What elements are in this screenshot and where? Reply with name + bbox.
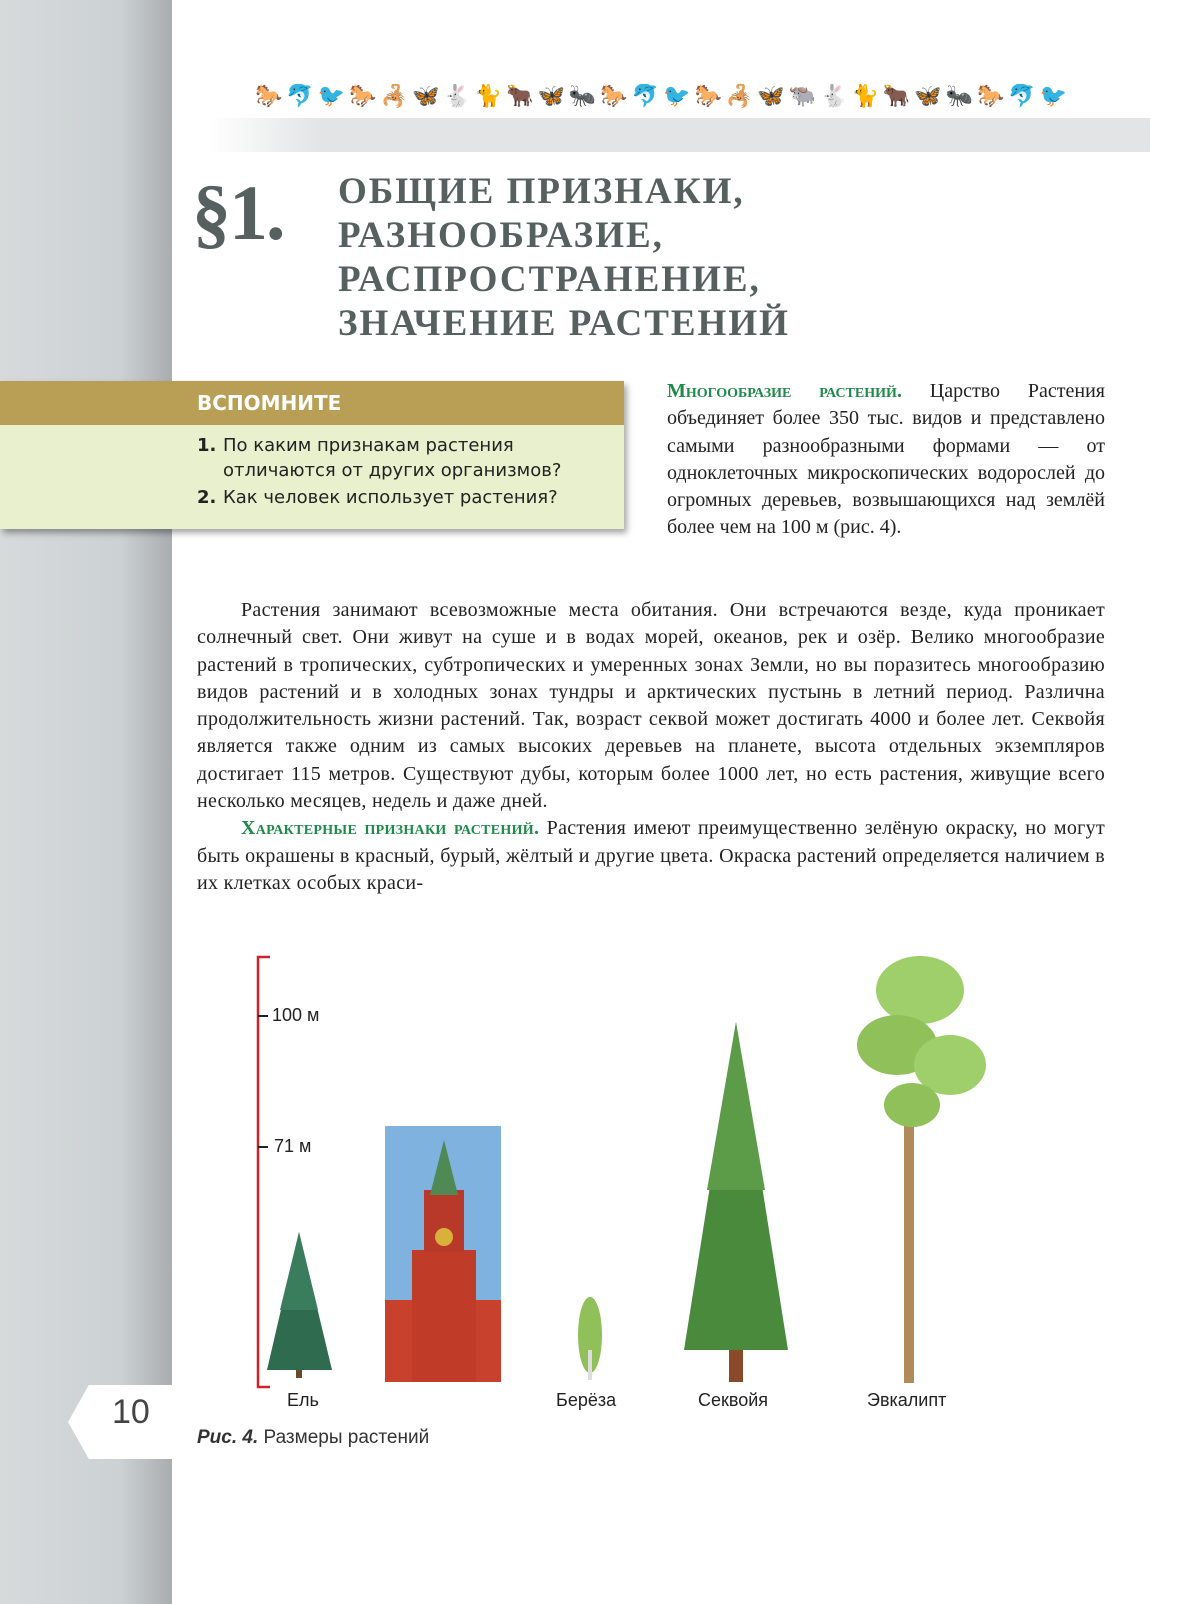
paragraph-text: Царство Растения объединяет более 350 тыс. видов и представлено самыми разнообразными формами — от одноклеточных микроскопических водорослей до огромных деревьев, возвышающихся над землёй более чем на 100 м (рис. 4). [667,380,1105,539]
question-number: 1. [197,435,217,456]
main-text [197,597,1105,897]
label-spruce: Ель [287,1390,319,1410]
eucalyptus-illustration [857,956,986,1383]
title-line: РАЗНООБРАЗИЕ, [338,215,664,256]
section-number: §1. [192,169,284,256]
paragraph-habitats: Растения занимают всевозможные места обитания. Они встречаются везде, куда проникает солнечный свет. Они живут на суше и в водах морей, океанов, рек и озёр. Велико многообразие растений в тропических, субтропических и умеренных зонах Земли, но вы поразитесь многообразию видов растений и в холодных зонах тундры и арктических пустынь в летний период. Различна продолжительность жизни растений. Так, возраст секвой может достигать 4000 и более лет. Секвойя является также одним из самых высоких деревьев на планете, высота отдельных экземпляров достигает 115 метров. Существуют дубы, которым более 1000 лет, но есть растения, живущие всего несколько месяцев, недель и даже дней. [197,599,1105,813]
page-number: 10 [112,1393,150,1431]
label-sequoia: Секвойя [698,1390,769,1410]
spruce-illustration [267,1232,332,1378]
paragraph-text: Растения имеют преимущественно зелёную окраску, но могут быть окрашены в красный, бурый, жёлтый и другие цвета. Окраска растений определяется наличием в их клетках особых краси- [197,817,1106,894]
label-birch: Берёза [556,1390,617,1410]
scale-label-100: 100 м [272,1005,320,1025]
header-band [210,118,1150,152]
paragraph-features [197,815,1105,897]
figure-illustration [172,950,1200,1470]
section-title [338,170,790,346]
question-number: 2. [197,487,217,508]
title-line: ОБЩИЕ ПРИЗНАКИ, [338,171,745,212]
paragraph-heading: Характерные признаки растений. [241,817,540,840]
question-item [197,485,604,510]
remind-box [0,381,624,529]
height-scale [258,957,270,1387]
label-eucalyptus: Эвкалипт [867,1390,947,1410]
spasskaya-tower-photo [385,1126,501,1382]
remind-questions [0,425,624,529]
caption-number: Рис. 4. [197,1427,259,1448]
title-line: РАСПРОСТРАНЕНИЕ, [338,259,761,300]
figure-plant-sizes [172,950,1200,1470]
question-item [197,433,604,483]
animal-silhouettes-decoration: 🐎🐬🐦🐎🦂🦋🐇🐈🐂🦋🐜🐎🐬🐦🐎🦂🦋🐃🐇🐈🐂🦋🐜🐎🐬🐦 [255,84,1072,109]
birch-illustration [578,1297,602,1380]
remind-heading: ВСПОМНИТЕ [0,381,624,425]
paragraph-diversity [667,378,1105,542]
question-text: Как человек использует растения? [223,487,558,508]
paragraph-heading: Многообразие растений. [667,380,902,402]
question-text: По каким признакам растения отличаются от других организмов? [223,435,562,481]
caption-text: Размеры растений [258,1427,430,1448]
figure-caption [197,1427,429,1449]
scale-label-71: 71 м [274,1136,312,1156]
title-line: ЗНАЧЕНИЕ РАСТЕНИЙ [338,303,790,344]
page-margin-strip [0,0,172,1604]
sequoia-illustration [684,1022,788,1382]
